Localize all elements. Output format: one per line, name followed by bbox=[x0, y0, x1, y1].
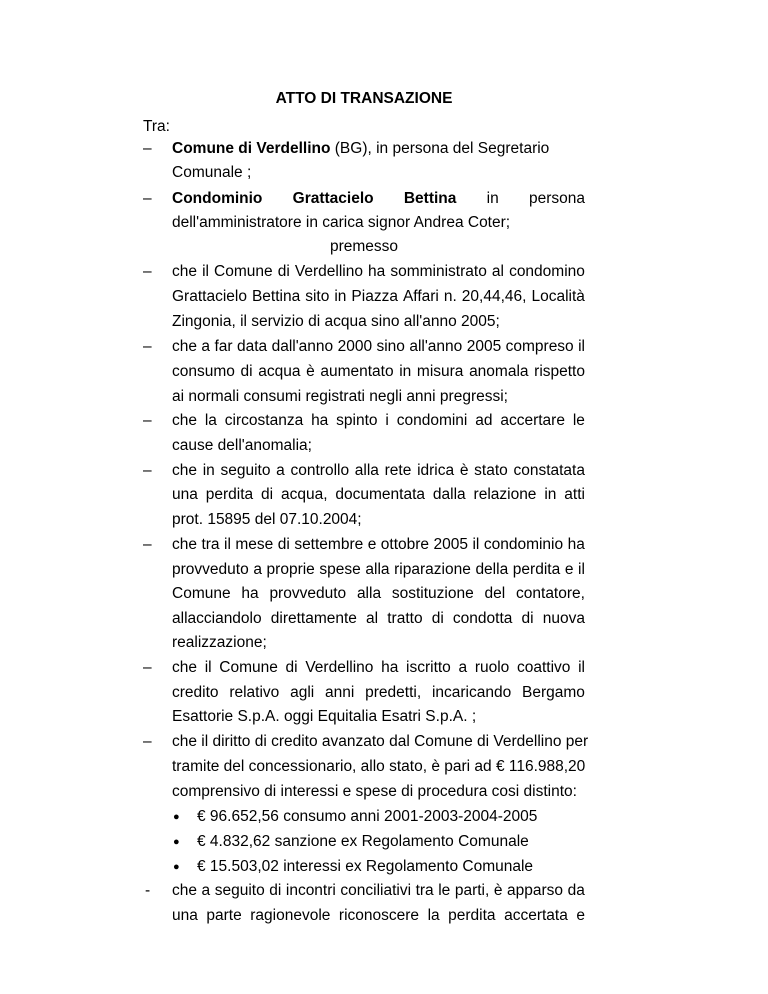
premise-line: consumo di acqua è aumentato in misura anomala rispetto bbox=[172, 363, 585, 380]
list-dash: – bbox=[143, 462, 152, 479]
premise-line: realizzazione; bbox=[172, 634, 267, 651]
bullet-dot: ● bbox=[173, 836, 180, 848]
party-2-line-2: dell'amministratore in carica signor Andrea Coter; bbox=[172, 214, 511, 231]
premesso-heading: premesso bbox=[329, 238, 399, 255]
list-dash: – bbox=[143, 412, 152, 429]
list-dash: – bbox=[143, 140, 152, 157]
premise-line: una perdita di acqua, documentata dalla relazione in atti bbox=[172, 486, 585, 503]
premise-line: che la circostanza ha spinto i condomini ad accertare le bbox=[172, 412, 585, 429]
document-title: ATTO DI TRANSAZIONE bbox=[275, 90, 453, 107]
party-1-line-2: Comunale ; bbox=[172, 164, 252, 181]
premise-line: credito relativo agli anni predetti, incaricando Bergamo bbox=[172, 684, 585, 701]
premise-line: che a far data dall'anno 2000 sino all'anno 2005 compreso il bbox=[172, 338, 585, 355]
premise-line: che in seguito a controllo alla rete idrica è stato constatata bbox=[172, 462, 585, 479]
premise-line: allacciandolo direttamente al tratto di condotta di nuova bbox=[172, 610, 585, 627]
premise-line: che il Comune di Verdellino ha iscritto a ruolo coattivo il bbox=[172, 659, 585, 676]
premise-line: ai normali consumi registrati negli anni pregressi; bbox=[172, 388, 508, 405]
party-2-word: Bettina bbox=[403, 190, 457, 207]
list-dash: – bbox=[143, 190, 152, 207]
premise-line: che il Comune di Verdellino ha somministrato al condomino bbox=[172, 263, 585, 280]
party-2-word: Grattacielo bbox=[292, 190, 374, 207]
premise-line: Zingonia, il servizio di acqua sino all'anno 2005; bbox=[172, 313, 500, 330]
list-dash: – bbox=[143, 338, 152, 355]
party-1-name: Comune di Verdellino bbox=[172, 140, 331, 157]
premise-line: che tra il mese di settembre e ottobre 2005 il condominio ha bbox=[172, 536, 585, 553]
premise-line: tramite del concessionario, allo stato, è pari ad € 116.988,20 bbox=[172, 758, 586, 775]
bullet-dot: ● bbox=[173, 861, 180, 873]
list-hyphen: - bbox=[145, 882, 151, 899]
intro-label: Tra: bbox=[143, 118, 170, 135]
premise-line: una parte ragionevole riconoscere la perdita accertata e bbox=[172, 907, 585, 924]
premise-line: che il diritto di credito avanzato dal Comune di Verdellino per bbox=[172, 733, 589, 750]
party-2-word: in bbox=[486, 190, 499, 207]
list-dash: – bbox=[143, 659, 152, 676]
amount-item: € 4.832,62 sanzione ex Regolamento Comunale bbox=[197, 833, 529, 850]
party-2-line-1 bbox=[172, 189, 585, 209]
amount-item: € 15.503,02 interessi ex Regolamento Comunale bbox=[197, 858, 534, 875]
premise-line: cause dell'anomalia; bbox=[172, 437, 312, 454]
bullet-dot: ● bbox=[173, 811, 180, 823]
premise-line: prot. 15895 del 07.10.2004; bbox=[172, 511, 362, 528]
party-2-word: Condominio bbox=[172, 190, 263, 207]
list-dash: – bbox=[143, 733, 152, 750]
party-1-line-1 bbox=[172, 139, 585, 159]
premise-line: provveduto a proprie spese alla riparazione della perdita e il bbox=[172, 561, 585, 578]
premise-line: che a seguito di incontri conciliativi tra le parti, è apparso da bbox=[172, 882, 585, 899]
party-2-word: persona bbox=[528, 190, 585, 207]
list-dash: – bbox=[143, 263, 152, 280]
amount-item: € 96.652,56 consumo anni 2001-2003-2004-2005 bbox=[197, 808, 538, 825]
premise-line: Comune ha provveduto alla sostituzione del contatore, bbox=[172, 585, 585, 602]
party-1-text: (BG), in persona del Segretario bbox=[330, 140, 550, 157]
premise-line: Grattacielo Bettina sito in Piazza Affari n. 20,44,46, Località bbox=[172, 288, 585, 305]
premise-line: comprensivo di interessi e spese di procedura cosi distinto: bbox=[172, 783, 577, 800]
premise-line: Esattorie S.p.A. oggi Equitalia Esatri S.p.A. ; bbox=[172, 708, 477, 725]
list-dash: – bbox=[143, 536, 152, 553]
